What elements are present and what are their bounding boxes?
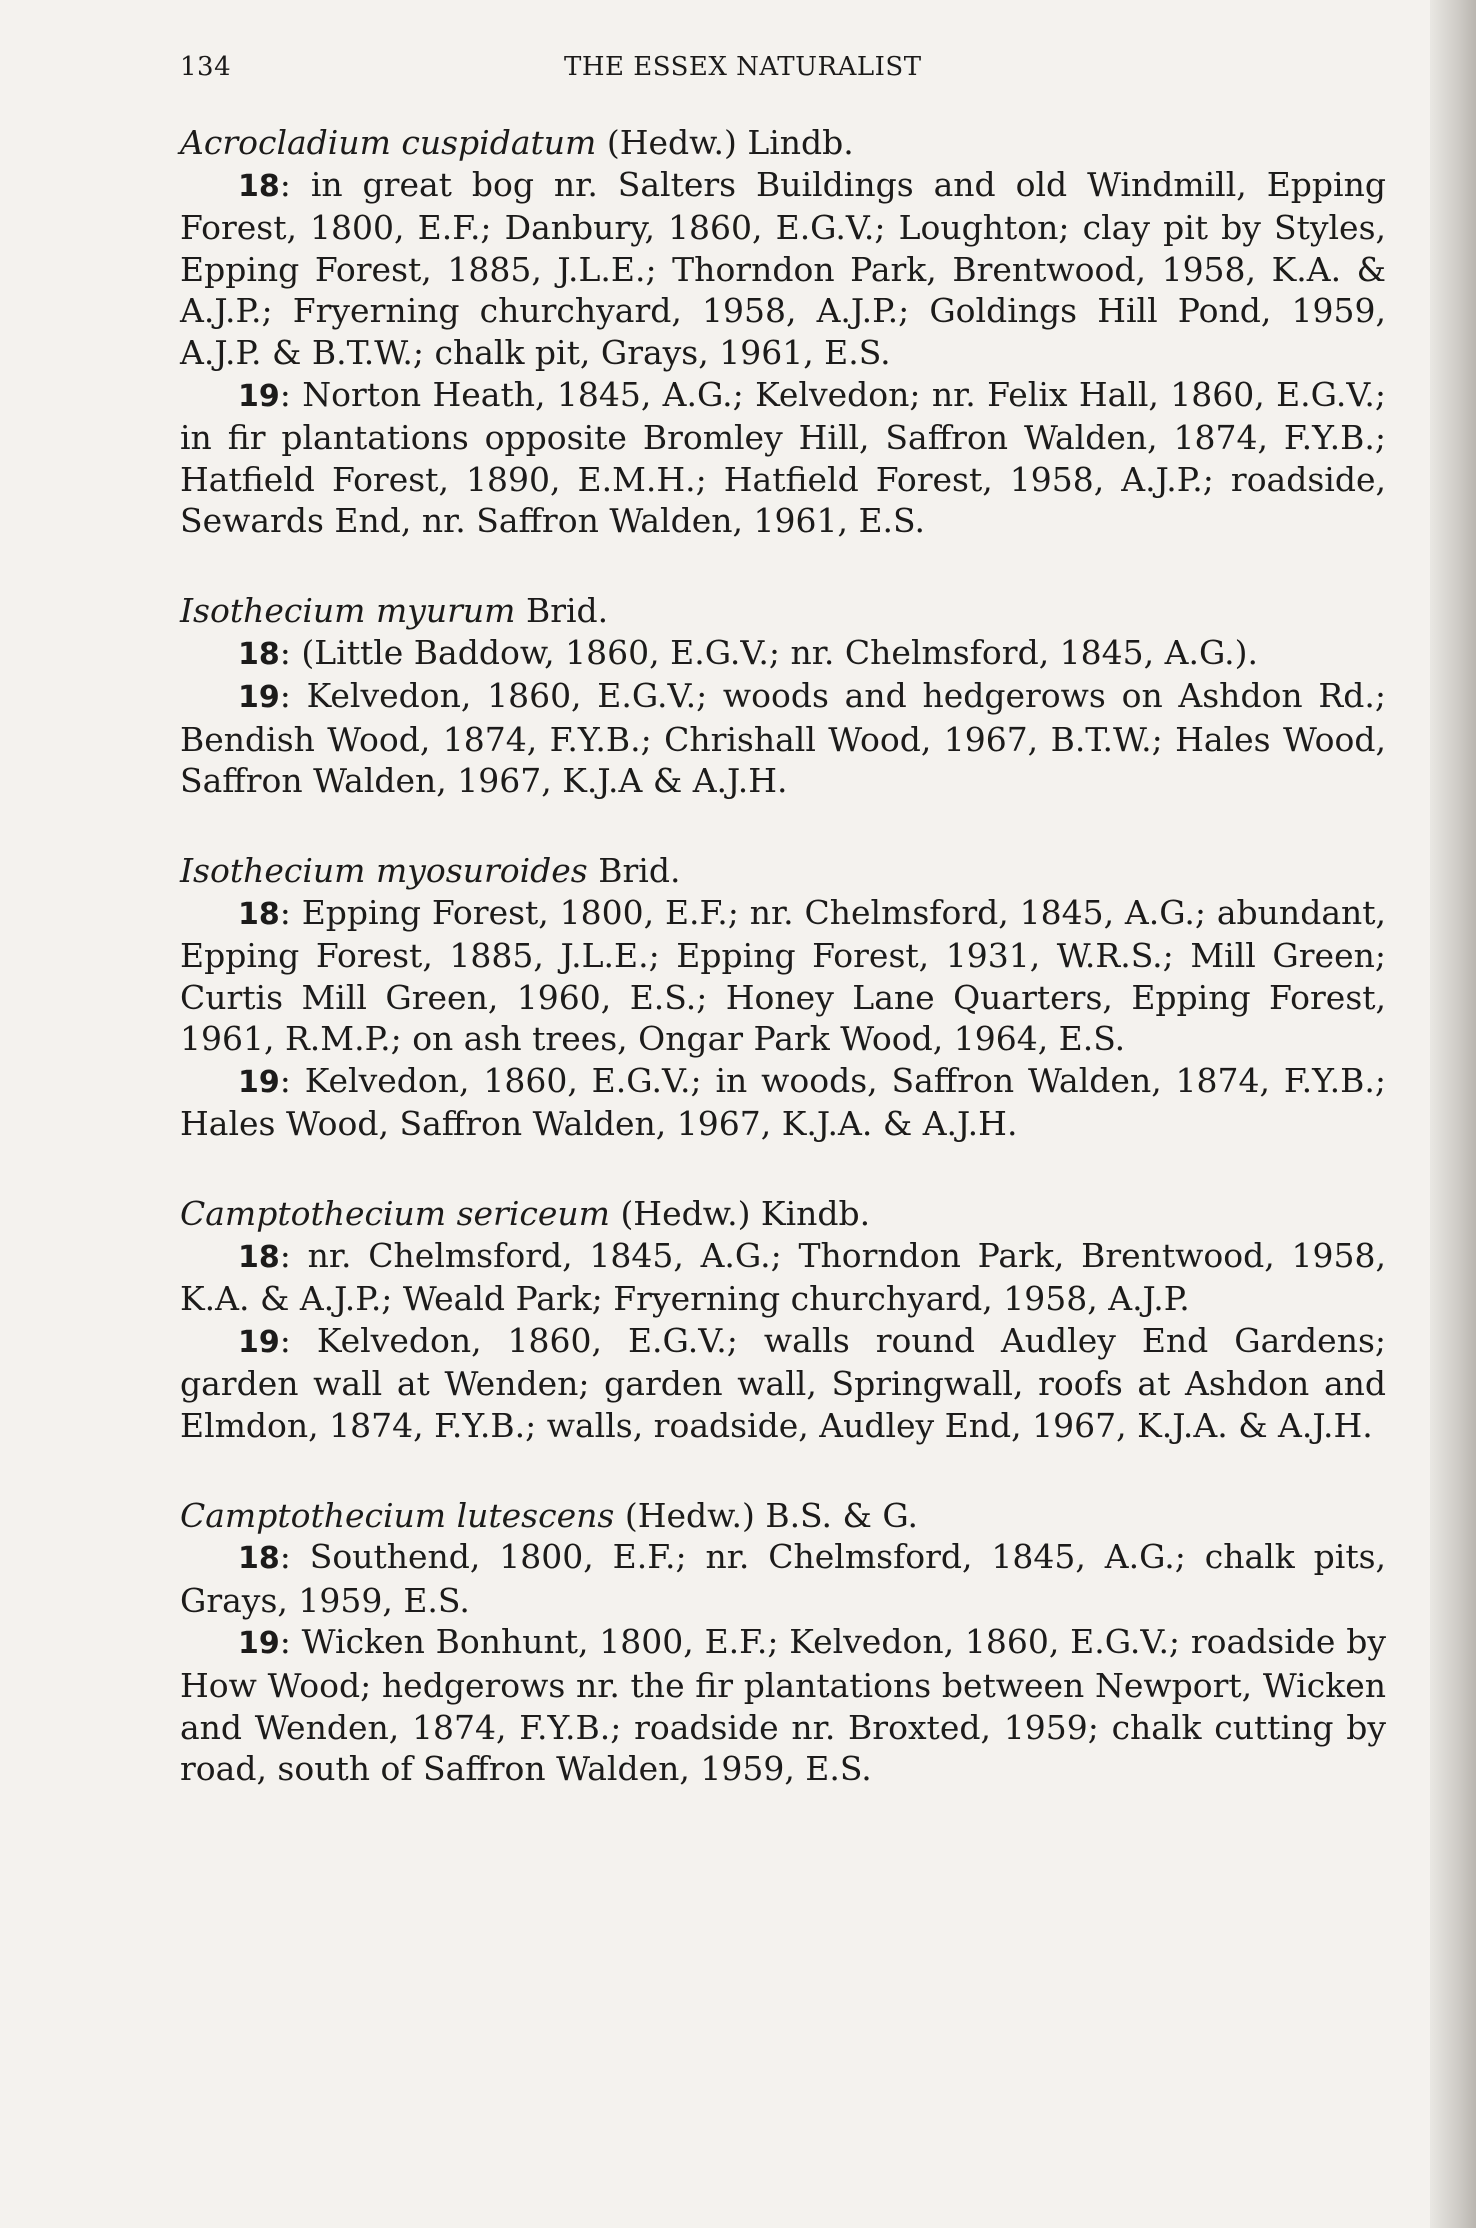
- record-paragraph: 19: Norton Heath, 1845, A.G.; Kelvedon; nr. Felix Hall, 1860, E.G.V.; in fir plantations opposite Bromley Hill, Saffron Walden, 1874, F.Y.B.; Hatfield Forest, 1890, E.M.H.; Hatfield Forest, 1958, A.J.P.; roadside, Sewards End, nr. Saffron Walden, 1961, E.S.: [180, 374, 1387, 541]
- vice-county-number: 19: [238, 378, 280, 414]
- record-text: Wicken Bonhunt, 1800, E.F.; Kelvedon, 1860, E.G.V.; roadside by How Wood; hedgerows nr. the fir plantations between Newport, Wicken and Wenden, 1874, F.Y.B.; roadside nr. Broxted, 1959; chalk cutting by road, south of Saffron Walden, 1959, E.S.: [180, 1622, 1386, 1789]
- record-paragraph: 18: nr. Chelmsford, 1845, A.G.; Thorndon Park, Brentwood, 1958, K.A. & A.J.P.; Weald Park; Fryerning churchyard, 1958, A.J.P.: [180, 1235, 1386, 1319]
- record-text: Epping Forest, 1800, E.F.; nr. Chelmsford, 1845, A.G.; abundant, Epping Forest, 1885, J.L.E.; Epping Forest, 1931, W.R.S.; Mill Green; Curtis Mill Green, 1960, E.S.; Honey Lane Quarters, Epping Forest, 1961, R.M.P.; on ash trees, Ongar Park Wood, 1964, E.S.: [180, 892, 1386, 1059]
- species-name: Camptothecium lutescens: [180, 1495, 615, 1535]
- species-authority: Brid.: [598, 850, 681, 890]
- species-authority: (Hedw.) Lindb.: [606, 123, 854, 162]
- record-paragraph: 19: Kelvedon, 1860, E.G.V.; walls round Audley End Gardens; garden wall at Wenden; garden wall, Springwall, roofs at Ashdon and Elmdon, 1874, F.Y.B.; walls, roadside, Audley End, 1967, K.J.A. & A.J.H.: [180, 1320, 1387, 1446]
- species-authority: (Hedw.) B.S. & G.: [624, 1495, 919, 1535]
- vice-county-number: 19: [238, 1626, 280, 1662]
- page-edge-shadow: [1430, 0, 1476, 2228]
- vice-county-number: 18: [238, 1239, 280, 1275]
- record-text: (Little Baddow, 1860, E.G.V.; nr. Chelmsford, 1845, A.G.).: [301, 632, 1259, 672]
- record-paragraph: 19: Kelvedon, 1860, E.G.V.; in woods, Saffron Walden, 1874, F.Y.B.; Hales Wood, Saffron Walden, 1967, K.J.A. & A.J.H.: [180, 1060, 1387, 1144]
- species-authority: Brid.: [525, 590, 609, 630]
- record-text: in great bog nr. Salters Buildings and old Windmill, Epping Forest, 1800, E.F.; Danbury, 1860, E.G.V.; Loughton; clay pit by Styles, Epping Forest, 1885, J.L.E.; Thorndon Park, Brentwood, 1958, K.A. & A.J.P.; Fryerning churchyard, 1958, A.J.P.; Goldings Hill Pond, 1959, A.J.P. & B.T.W.; chalk pit, Grays, 1961, E.S.: [180, 164, 1386, 372]
- species-name: Camptothecium sericeum: [180, 1194, 610, 1234]
- journal-title: THE ESSEX NATURALIST: [564, 52, 922, 82]
- species-heading: [180, 1495, 1386, 1537]
- species-heading: [180, 1193, 1386, 1235]
- species-heading: [180, 122, 1386, 164]
- vice-county-number: 18: [238, 168, 280, 204]
- record-paragraph: 18: Southend, 1800, E.F.; nr. Chelmsford, 1845, A.G.; chalk pits, Grays, 1959, E.S.: [180, 1537, 1387, 1620]
- species-name: Isothecium myosuroides: [180, 850, 588, 890]
- species-entry: [180, 590, 1386, 802]
- vice-county-number: 19: [238, 1324, 280, 1360]
- vice-county-number: 18: [238, 1541, 280, 1577]
- vice-county-number: 19: [238, 680, 280, 716]
- vice-county-number: 18: [238, 896, 280, 932]
- species-name: Isothecium myurum: [180, 590, 516, 630]
- record-paragraph: 18: Epping Forest, 1800, E.F.; nr. Chelmsford, 1845, A.G.; abundant, Epping Forest, 1885, J.L.E.; Epping Forest, 1931, W.R.S.; Mill Green; Curtis Mill Green, 1960, E.S.; Honey Lane Quarters, Epping Forest, 1961, R.M.P.; on ash trees, Ongar Park Wood, 1964, E.S.: [180, 892, 1386, 1059]
- species-heading: [180, 850, 1386, 892]
- record-text: Southend, 1800, E.F.; nr. Chelmsford, 1845, A.G.; chalk pits, Grays, 1959, E.S.: [180, 1537, 1387, 1620]
- species-authority: (Hedw.) Kindb.: [620, 1194, 871, 1234]
- record-text: Kelvedon, 1860, E.G.V.; in woods, Saffron Walden, 1874, F.Y.B.; Hales Wood, Saffron Walden, 1967, K.J.A. & A.J.H.: [180, 1060, 1387, 1144]
- species-heading: [180, 590, 1386, 632]
- page-number: 134: [180, 52, 232, 82]
- record-text: Kelvedon, 1860, E.G.V.; walls round Audley End Gardens; garden wall at Wenden; garden wall, Springwall, roofs at Ashdon and Elmdon, 1874, F.Y.B.; walls, roadside, Audley End, 1967, K.J.A. & A.J.H.: [180, 1320, 1387, 1446]
- record-text: Kelvedon, 1860, E.G.V.; woods and hedgerows on Ashdon Rd.; Bendish Wood, 1874, F.Y.B.; Chrishall Wood, 1967, B.T.W.; Hales Wood, Saffron Walden, 1967, K.J.A & A.J.H.: [180, 676, 1386, 801]
- species-entry: [180, 1495, 1386, 1790]
- species-list: [180, 122, 1386, 1790]
- record-text: Norton Heath, 1845, A.G.; Kelvedon; nr. Felix Hall, 1860, E.G.V.; in fir plantations opposite Bromley Hill, Saffron Walden, 1874, F.Y.B.; Hatfield Forest, 1890, E.M.H.; Hatfield Forest, 1958, A.J.P.; roadside, Sewards End, nr. Saffron Walden, 1961, E.S.: [180, 374, 1387, 541]
- species-entry: [180, 850, 1386, 1145]
- record-paragraph: 19: Wicken Bonhunt, 1800, E.F.; Kelvedon, 1860, E.G.V.; roadside by How Wood; hedgerows nr. the fir plantations between Newport, Wicken and Wenden, 1874, F.Y.B.; roadside nr. Broxted, 1959; chalk cutting by road, south of Saffron Walden, 1959, E.S.: [180, 1622, 1386, 1789]
- species-name: Acrocladium cuspidatum: [180, 123, 597, 162]
- record-text: nr. Chelmsford, 1845, A.G.; Thorndon Park, Brentwood, 1958, K.A. & A.J.P.; Weald Park; Fryerning churchyard, 1958, A.J.P.: [180, 1235, 1386, 1319]
- species-entry: [180, 122, 1386, 542]
- species-entry: [180, 1193, 1386, 1447]
- record-paragraph: 19: Kelvedon, 1860, E.G.V.; woods and hedgerows on Ashdon Rd.; Bendish Wood, 1874, F.Y.B.; Chrishall Wood, 1967, B.T.W.; Hales Wood, Saffron Walden, 1967, K.J.A & A.J.H.: [180, 676, 1386, 801]
- vice-county-number: 18: [238, 636, 280, 672]
- vice-county-number: 19: [238, 1064, 280, 1100]
- running-header: [0, 52, 1476, 92]
- record-paragraph: 18: (Little Baddow, 1860, E.G.V.; nr. Chelmsford, 1845, A.G.).: [238, 632, 1259, 672]
- record-paragraph: 18: in great bog nr. Salters Buildings and old Windmill, Epping Forest, 1800, E.F.; Danbury, 1860, E.G.V.; Loughton; clay pit by Styles, Epping Forest, 1885, J.L.E.; Thorndon Park, Brentwood, 1958, K.A. & A.J.P.; Fryerning churchyard, 1958, A.J.P.; Goldings Hill Pond, 1959, A.J.P. & B.T.W.; chalk pit, Grays, 1961, E.S.: [180, 164, 1386, 372]
